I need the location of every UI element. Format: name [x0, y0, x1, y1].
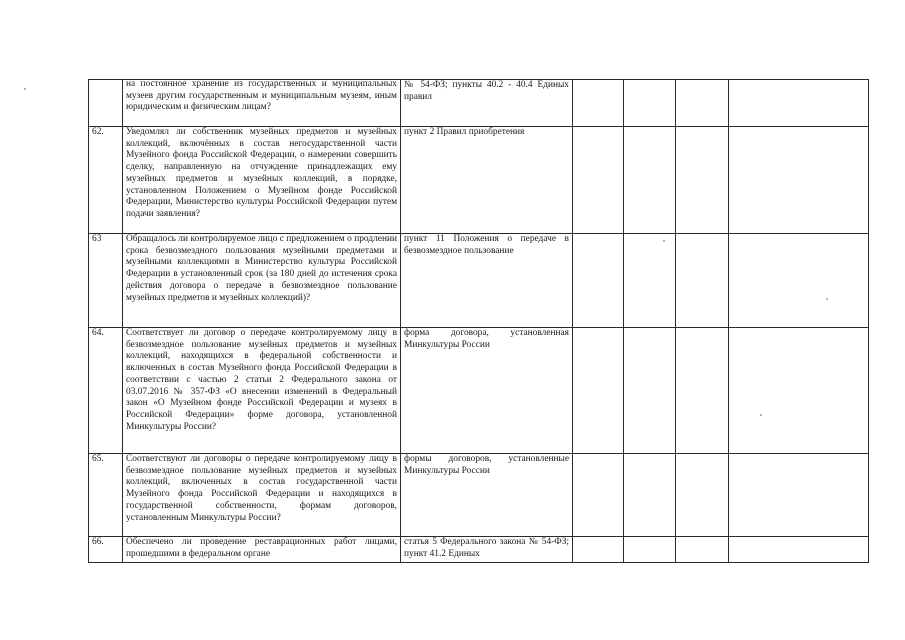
answer-no-cell[interactable] — [624, 80, 676, 127]
row-number: 66. — [89, 537, 123, 563]
question-text: Обращалось ли контролируемое лицо с предложением о продлении срока безвозмездного пользования музейными предметами и музейными коллекциями в Министерство культуры Российской Федерации в установленный срок (за 180 дней до истечения срока действия договора о передаче в безвозмездное пользование музейных предметов и музейных коллекций)? — [126, 234, 397, 303]
table-row — [89, 127, 869, 234]
answer-na-cell[interactable] — [676, 234, 729, 328]
table-row — [89, 454, 869, 537]
table-row — [89, 537, 869, 563]
question-text: Обеспечено ли проведение реставрационных работ лицами, прошедшими в федеральном органе — [126, 537, 397, 559]
answer-na-cell[interactable] — [676, 454, 729, 537]
question-cell — [123, 328, 401, 454]
note-cell[interactable] — [729, 328, 869, 454]
question-text: на постоянное хранение из государственных и муниципальных музеев другим государственным и муниципальным музеям, иным юридическим и физическим лицам? — [126, 79, 397, 113]
answer-na-cell[interactable] — [676, 328, 729, 454]
question-text: Соответствуют ли договоры о передаче контролируемому лицу в безвозмездное пользование музейных предметов и музейных коллекций, включенных в состав государственной части Музейного фонда Российской Федерации и находящихся в государственной собственности, формам договоров, установленным Минкультуры России? — [126, 454, 397, 523]
legal-basis-cell: пункт 2 Правил приобретения — [401, 127, 573, 234]
question-cell — [123, 454, 401, 537]
answer-yes-cell[interactable] — [573, 127, 624, 234]
scan-speck — [760, 414, 762, 416]
table-row — [89, 328, 869, 454]
scan-speck — [24, 88, 26, 90]
answer-yes-cell[interactable] — [573, 328, 624, 454]
answer-yes-cell[interactable] — [573, 537, 624, 563]
checklist-table — [88, 79, 869, 563]
answer-yes-cell[interactable] — [573, 234, 624, 328]
legal-basis-text: статья 5 Федерального закона № 54-ФЗ; пункт 41.2 Единых — [404, 537, 569, 559]
answer-yes-cell[interactable] — [573, 454, 624, 537]
question-text: Соответствует ли договор о передаче контролируемому лицу в безвозмездное пользование музейных предметов и музейных коллекций, находящихся в федеральной собственности и включенных в состав Музейного фонда Российской Федерации в соответствии с частью 2 статьи 2 Федерального закона от 03.07.2016 № 357-ФЗ «О внесении изменений в Федеральный закон «О Музейном фонде Российской Федерации и музеях в Российской Федерации» форме договора, установленной Минкультуры России? — [126, 328, 397, 432]
question-cell — [123, 127, 401, 234]
table-row — [89, 234, 869, 328]
answer-no-cell[interactable] — [624, 328, 676, 454]
scan-speck — [663, 240, 665, 242]
scan-speck — [826, 298, 828, 300]
legal-basis-cell: пункт 11 Положения о передаче в безвозмездное пользование — [401, 234, 573, 328]
note-cell[interactable] — [729, 127, 869, 234]
answer-yes-cell[interactable] — [573, 80, 624, 127]
answer-na-cell[interactable] — [676, 537, 729, 563]
row-number: 64. — [89, 328, 123, 454]
answer-na-cell[interactable] — [676, 80, 729, 127]
legal-basis-cell: № 54-ФЗ; пункты 40.2 - 40.4 Единых правил — [401, 80, 573, 127]
legal-basis-cell: форма договора, установленная Минкультуры России — [401, 328, 573, 454]
row-number: 63 — [89, 234, 123, 328]
legal-basis-cell: формы договоров, установленные Минкультуры России — [401, 454, 573, 537]
row-number — [89, 80, 123, 127]
note-cell[interactable] — [729, 234, 869, 328]
answer-no-cell[interactable] — [624, 127, 676, 234]
note-cell[interactable] — [729, 80, 869, 127]
table-row — [89, 80, 869, 127]
note-cell[interactable] — [729, 537, 869, 563]
row-number: 65. — [89, 454, 123, 537]
question-text: Уведомлял ли собственник музейных предметов и музейных коллекций, включённых в состав негосударственной части Музейного фонда Российской Федерации, о намерении совершить сделку, направленную на отчуждение принадлежащих ему музейных предметов и музейных коллекций, в порядке, установленном Положением о Музейном фонде Российской Федерации, Министерство культуры Российской Федерации путем подачи заявления? — [126, 127, 397, 219]
question-cell — [123, 234, 401, 328]
answer-no-cell[interactable] — [624, 234, 676, 328]
answer-na-cell[interactable] — [676, 127, 729, 234]
answer-no-cell[interactable] — [624, 454, 676, 537]
question-cell — [123, 537, 401, 563]
legal-basis-cell — [401, 537, 573, 563]
row-number: 62. — [89, 127, 123, 234]
answer-no-cell[interactable] — [624, 537, 676, 563]
note-cell[interactable] — [729, 454, 869, 537]
question-cell — [123, 80, 401, 127]
